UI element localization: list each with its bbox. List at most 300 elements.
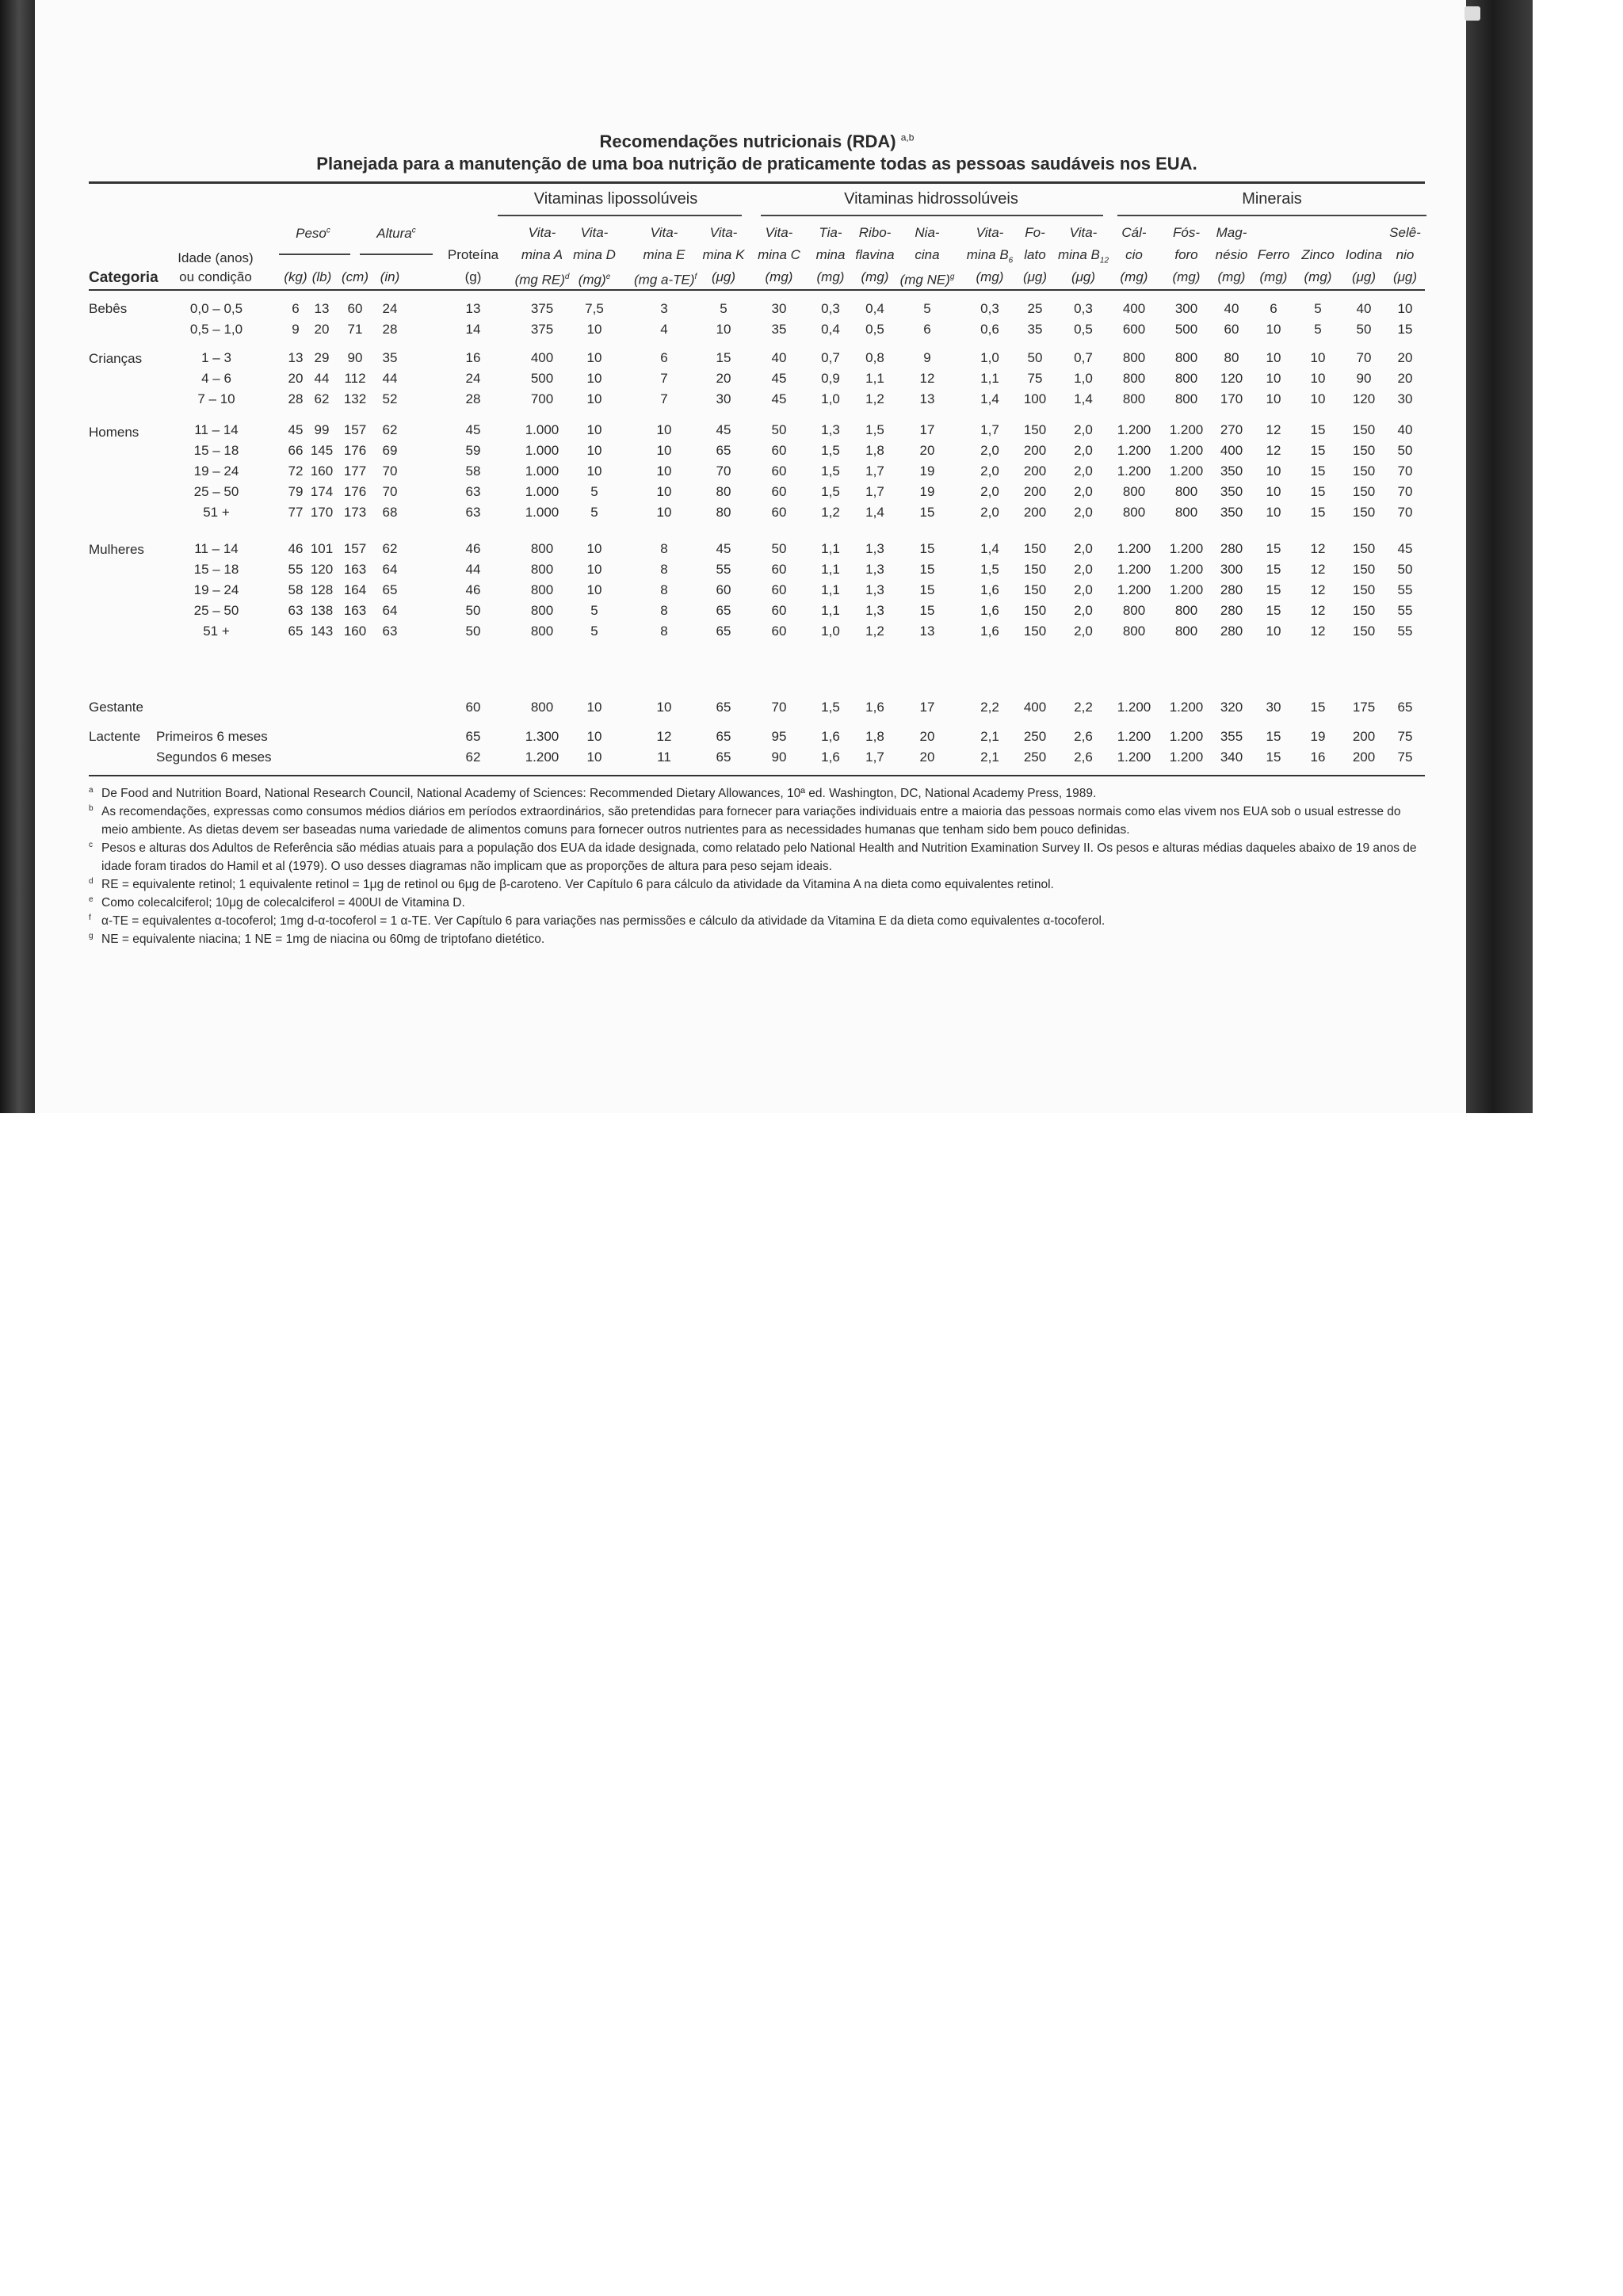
table-cell: 2,0 bbox=[1074, 463, 1093, 479]
table-cell: 28 bbox=[382, 322, 398, 337]
table-cell: 350 bbox=[1220, 463, 1243, 479]
table-cell: 1.200 bbox=[1117, 729, 1151, 744]
table-cell: 16 bbox=[1310, 749, 1326, 765]
table-cell: 4 bbox=[660, 322, 668, 337]
table-cell: 1.000 bbox=[525, 505, 559, 520]
table-cell: 1.200 bbox=[1117, 562, 1151, 577]
header-in-line3: (in) bbox=[380, 269, 400, 284]
table-cell: 1,0 bbox=[821, 391, 840, 406]
header-vitc-line2: mina C bbox=[758, 247, 800, 262]
table-cell: 0,6 bbox=[980, 322, 999, 337]
table-cell: 150 bbox=[1352, 562, 1376, 577]
table-cell: 150 bbox=[1352, 443, 1376, 458]
table-cell: 6 bbox=[923, 322, 931, 337]
table-cell: 9 bbox=[292, 322, 300, 337]
table-cell: 10 bbox=[1310, 371, 1326, 386]
category-mulheres: Mulheres bbox=[89, 542, 144, 557]
group-rule-peso bbox=[279, 254, 350, 255]
table-cell: 30 bbox=[1266, 700, 1281, 715]
table-cell: 200 bbox=[1352, 749, 1376, 765]
table-cell: 2,0 bbox=[1074, 422, 1093, 437]
table-cell: 120 bbox=[1220, 371, 1243, 386]
table-cell: 800 bbox=[530, 700, 554, 715]
table-cell: 280 bbox=[1220, 541, 1243, 556]
table-cell: 1,7 bbox=[865, 463, 884, 479]
table-cell: 170 bbox=[310, 505, 334, 520]
table-cell: 1,6 bbox=[821, 729, 840, 744]
table-cell: 1,7 bbox=[865, 749, 884, 765]
table-title: Recomendações nutricionais (RDA) $^{a,b}$ bbox=[599, 132, 915, 151]
table-cell: 9 bbox=[923, 350, 931, 365]
table-cell: 800 bbox=[1174, 371, 1198, 386]
table-cell: 65 bbox=[716, 700, 731, 715]
table-cell: 128 bbox=[310, 582, 334, 597]
header-prot-line3: (g) bbox=[464, 269, 482, 284]
table-cell: 2,1 bbox=[980, 749, 999, 765]
footnote-f bbox=[89, 912, 1428, 930]
header-vitc-line3: (mg) bbox=[765, 269, 793, 284]
table-cell: 28 bbox=[288, 391, 304, 406]
table-cell: 1.200 bbox=[1117, 443, 1151, 458]
table-cell: 64 bbox=[382, 562, 398, 577]
table-cell: 2,0 bbox=[1074, 443, 1093, 458]
top-rule bbox=[89, 181, 1425, 184]
table-cell: 60 bbox=[771, 443, 787, 458]
header-lb-line3: (lb) bbox=[311, 269, 332, 284]
table-cell: 1.000 bbox=[525, 422, 559, 437]
table-cell: 150 bbox=[1352, 422, 1376, 437]
table-cell: 10 bbox=[586, 322, 602, 337]
table-cell: 46 bbox=[465, 582, 481, 597]
footnote-text: α-TE = equivalentes α-tocoferol; 1mg d-α-tocoferol = 1 α-TE. Ver Capítulo 6 para variações nas permissões e cálculo da atividade da Vitamina E da dieta como equivalentes α-tocoferol. bbox=[101, 914, 1106, 928]
table-cell: 50 bbox=[1397, 443, 1413, 458]
table-cell: 400 bbox=[1122, 301, 1146, 316]
table-cell: 15 bbox=[919, 582, 935, 597]
row-label: 19 – 24 bbox=[193, 582, 239, 597]
table-cell: 150 bbox=[1023, 582, 1047, 597]
table-cell: 55 bbox=[716, 562, 731, 577]
table-cell: 29 bbox=[314, 350, 330, 365]
table-cell: 132 bbox=[343, 391, 367, 406]
header-vite-line1: Vita- bbox=[650, 225, 678, 240]
table-cell: 5 bbox=[590, 624, 598, 639]
footnote-mark: c bbox=[89, 841, 93, 849]
table-cell: 15 bbox=[919, 603, 935, 618]
table-cell: 280 bbox=[1220, 603, 1243, 618]
table-cell: 1,3 bbox=[865, 582, 884, 597]
table-bottom-rule bbox=[89, 775, 1425, 776]
table-cell: 5 bbox=[923, 301, 931, 316]
header-vitk-line3: (μg) bbox=[711, 269, 736, 284]
table-cell: 1,7 bbox=[865, 484, 884, 499]
table-cell: 13 bbox=[288, 350, 304, 365]
table-cell: 60 bbox=[771, 624, 787, 639]
table-cell: 170 bbox=[1220, 391, 1243, 406]
table-cell: 10 bbox=[1397, 301, 1413, 316]
table-cell: 0,5 bbox=[865, 322, 884, 337]
table-cell: 10 bbox=[656, 505, 672, 520]
table-cell: 75 bbox=[1027, 371, 1043, 386]
table-cell: 163 bbox=[343, 603, 367, 618]
table-cell: 10 bbox=[586, 463, 602, 479]
table-cell: 1,1 bbox=[821, 603, 840, 618]
table-cell: 1,5 bbox=[821, 700, 840, 715]
table-cell: 150 bbox=[1023, 562, 1047, 577]
table-cell: 1,2 bbox=[821, 505, 840, 520]
table-cell: 90 bbox=[347, 350, 363, 365]
table-cell: 150 bbox=[1352, 603, 1376, 618]
row-label: 1 – 3 bbox=[201, 350, 231, 365]
table-cell: 800 bbox=[1122, 624, 1146, 639]
table-cell: 0,4 bbox=[865, 301, 884, 316]
table-cell: 10 bbox=[1266, 624, 1281, 639]
table-cell: 70 bbox=[382, 484, 398, 499]
table-cell: 15 bbox=[919, 541, 935, 556]
table-cell: 112 bbox=[344, 371, 366, 386]
table-cell: 1,4 bbox=[865, 505, 884, 520]
table-cell: 101 bbox=[310, 541, 334, 556]
table-cell: 30 bbox=[716, 391, 731, 406]
table-cell: 10 bbox=[586, 443, 602, 458]
table-cell: 10 bbox=[586, 422, 602, 437]
table-cell: 1,6 bbox=[980, 624, 999, 639]
table-cell: 1.200 bbox=[1169, 582, 1204, 597]
row-label: Segundos 6 meses bbox=[156, 749, 272, 765]
table-cell: 80 bbox=[1224, 350, 1239, 365]
table-cell: 10 bbox=[656, 422, 672, 437]
header-kg-line3: (kg) bbox=[284, 269, 307, 284]
table-cell: 300 bbox=[1220, 562, 1243, 577]
table-cell: 65 bbox=[716, 729, 731, 744]
table-cell: 1.200 bbox=[1117, 422, 1151, 437]
table-cell: 800 bbox=[1174, 603, 1198, 618]
table-cell: 176 bbox=[343, 443, 367, 458]
table-cell: 10 bbox=[1266, 371, 1281, 386]
table-cell: 60 bbox=[347, 301, 363, 316]
table-cell: 5 bbox=[590, 484, 598, 499]
table-cell: 28 bbox=[465, 391, 481, 406]
table-cell: 145 bbox=[310, 443, 334, 458]
table-cell: 19 bbox=[919, 463, 935, 479]
table-cell: 10 bbox=[1310, 350, 1326, 365]
table-cell: 375 bbox=[530, 301, 554, 316]
header-fer-line2: Ferro bbox=[1257, 247, 1290, 262]
table-cell: 280 bbox=[1220, 582, 1243, 597]
table-cell: 68 bbox=[382, 505, 398, 520]
row-label: 51 + bbox=[203, 505, 230, 520]
header-bottom-rule bbox=[89, 289, 1425, 291]
table-cell: 63 bbox=[288, 603, 304, 618]
header-b12-line3: (μg) bbox=[1071, 269, 1096, 284]
table-cell: 800 bbox=[1174, 350, 1198, 365]
footnote-text: RE = equivalente retinol; 1 equivalente retinol = 1μg de retinol ou 6μg de β-caroteno. Ver Capítulo 6 para cálculo da atividade da Vitamina A na dieta como equivalentes retinol. bbox=[101, 878, 1054, 891]
table-cell: 10 bbox=[1266, 391, 1281, 406]
table-cell: 157 bbox=[343, 541, 367, 556]
table-cell: 1,3 bbox=[865, 603, 884, 618]
header-vitc-line1: Vita- bbox=[765, 225, 793, 240]
table-cell: 13 bbox=[919, 624, 935, 639]
table-cell: 1,3 bbox=[865, 541, 884, 556]
table-cell: 1.200 bbox=[1117, 700, 1151, 715]
table-cell: 0,5 bbox=[1074, 322, 1093, 337]
table-cell: 15 bbox=[716, 350, 731, 365]
footnote-e bbox=[89, 894, 1428, 912]
footnote-text: NE = equivalente niacina; 1 NE = 1mg de niacina ou 60mg de triptofano dietético. bbox=[101, 933, 545, 946]
header-mag-line3: (mg) bbox=[1217, 269, 1246, 284]
table-cell: 8 bbox=[660, 603, 668, 618]
header-tia-line2: mina bbox=[815, 247, 846, 262]
table-cell: 1,6 bbox=[865, 700, 884, 715]
group-rule-lipo bbox=[498, 215, 742, 216]
table-cell: 10 bbox=[586, 582, 602, 597]
table-cell: 150 bbox=[1352, 505, 1376, 520]
category-bebes: Bebês bbox=[89, 301, 128, 316]
table-cell: 200 bbox=[1023, 443, 1047, 458]
header-b6-line3: (mg) bbox=[976, 269, 1004, 284]
table-cell: 60 bbox=[771, 603, 787, 618]
table-cell: 400 bbox=[530, 350, 554, 365]
table-cell: 40 bbox=[1224, 301, 1239, 316]
table-cell: 250 bbox=[1023, 729, 1047, 744]
table-row bbox=[0, 560, 1623, 579]
table-cell: 1,5 bbox=[821, 443, 840, 458]
table-cell: 1.300 bbox=[525, 729, 559, 744]
table-cell: 50 bbox=[1027, 350, 1043, 365]
table-cell: 15 bbox=[1310, 463, 1326, 479]
table-cell: 15 bbox=[919, 505, 935, 520]
table-cell: 5 bbox=[590, 603, 598, 618]
table-cell: 10 bbox=[1310, 391, 1326, 406]
header-vita-line3: (mg RE)$^d$ bbox=[514, 272, 570, 288]
table-cell: 17 bbox=[919, 422, 935, 437]
table-cell: 65 bbox=[716, 443, 731, 458]
table-cell: 1,0 bbox=[980, 350, 999, 365]
footnote-d bbox=[89, 875, 1428, 894]
table-cell: 1,1 bbox=[821, 562, 840, 577]
header-fos-line1: Fós- bbox=[1173, 225, 1200, 240]
table-cell: 250 bbox=[1023, 749, 1047, 765]
header-nia-line2: cina bbox=[915, 247, 940, 262]
row-label: 15 – 18 bbox=[193, 562, 239, 577]
table-cell: 1,0 bbox=[1074, 371, 1093, 386]
header-fer-line3: (mg) bbox=[1259, 269, 1288, 284]
table-cell: 15 bbox=[1266, 541, 1281, 556]
table-cell: 70 bbox=[1356, 350, 1372, 365]
table-cell: 15 bbox=[1310, 422, 1326, 437]
table-cell: 62 bbox=[382, 422, 398, 437]
header-ribo-line3: (mg) bbox=[861, 269, 889, 284]
table-cell: 45 bbox=[288, 422, 304, 437]
table-row bbox=[0, 748, 1623, 767]
table-cell: 120 bbox=[310, 562, 334, 577]
table-cell: 100 bbox=[1023, 391, 1047, 406]
table-cell: 1.200 bbox=[1169, 443, 1204, 458]
table-cell: 6 bbox=[1270, 301, 1277, 316]
row-label: 7 – 10 bbox=[197, 391, 235, 406]
table-cell: 10 bbox=[586, 391, 602, 406]
header-vita-line1: Vita- bbox=[528, 225, 556, 240]
header-zin-line3: (mg) bbox=[1304, 269, 1332, 284]
header-vite-line2: mina E bbox=[643, 247, 685, 262]
table-cell: 0,3 bbox=[821, 301, 840, 316]
header-mag-line2: nésio bbox=[1215, 247, 1248, 262]
table-cell: 7 bbox=[660, 391, 668, 406]
table-cell: 45 bbox=[716, 422, 731, 437]
table-cell: 70 bbox=[1397, 463, 1413, 479]
table-cell: 55 bbox=[1397, 603, 1413, 618]
table-cell: 79 bbox=[288, 484, 304, 499]
table-cell: 1,5 bbox=[865, 422, 884, 437]
table-cell: 80 bbox=[716, 505, 731, 520]
table-cell: 5 bbox=[720, 301, 727, 316]
table-cell: 20 bbox=[1397, 371, 1413, 386]
table-cell: 70 bbox=[716, 463, 731, 479]
table-row bbox=[0, 390, 1623, 409]
table-cell: 8 bbox=[660, 562, 668, 577]
row-label: 11 – 14 bbox=[194, 541, 239, 556]
table-cell: 6 bbox=[660, 350, 668, 365]
header-fos-line3: (mg) bbox=[1172, 269, 1201, 284]
table-cell: 0,3 bbox=[1074, 301, 1093, 316]
table-cell: 1,7 bbox=[980, 422, 999, 437]
table-cell: 10 bbox=[656, 443, 672, 458]
table-cell: 65 bbox=[465, 729, 481, 744]
table-cell: 99 bbox=[314, 422, 330, 437]
table-cell: 1,5 bbox=[821, 484, 840, 499]
table-cell: 63 bbox=[465, 484, 481, 499]
group-rule-hidro bbox=[761, 215, 1103, 216]
table-cell: 45 bbox=[771, 371, 787, 386]
table-row bbox=[0, 622, 1623, 641]
group-rule-minerais bbox=[1117, 215, 1426, 216]
header-ribo-line2: flavina bbox=[855, 247, 895, 262]
table-cell: 800 bbox=[530, 603, 554, 618]
header-cm-line3: (cm) bbox=[342, 269, 369, 284]
table-cell: 800 bbox=[1122, 505, 1146, 520]
row-label: 11 – 14 bbox=[194, 422, 239, 437]
category-homens: Homens bbox=[89, 425, 139, 440]
table-cell: 10 bbox=[1266, 505, 1281, 520]
table-cell: 35 bbox=[771, 322, 787, 337]
table-cell: 12 bbox=[1310, 603, 1326, 618]
footnote-b bbox=[89, 803, 1428, 839]
table-cell: 64 bbox=[382, 603, 398, 618]
table-cell: 60 bbox=[771, 484, 787, 499]
table-cell: 355 bbox=[1220, 729, 1243, 744]
table-cell: 69 bbox=[382, 443, 398, 458]
table-cell: 40 bbox=[771, 350, 787, 365]
table-cell: 5 bbox=[590, 505, 598, 520]
table-cell: 1.200 bbox=[1169, 700, 1204, 715]
table-cell: 800 bbox=[1122, 484, 1146, 499]
table-cell: 66 bbox=[288, 443, 304, 458]
header-cal-line2: cio bbox=[1125, 247, 1143, 262]
header-vite-line3: (mg a-TE)$^f$ bbox=[634, 272, 697, 288]
table-cell: 1.000 bbox=[525, 484, 559, 499]
table-cell: 1.000 bbox=[525, 463, 559, 479]
table-cell: 1.200 bbox=[1117, 541, 1151, 556]
table-cell: 2,0 bbox=[1074, 582, 1093, 597]
table-cell: 800 bbox=[530, 624, 554, 639]
row-label: Primeiros 6 meses bbox=[156, 729, 268, 744]
header-vitd-line3: (mg)$^e$ bbox=[578, 272, 611, 288]
table-cell: 14 bbox=[465, 322, 481, 337]
table-row bbox=[0, 441, 1623, 460]
table-cell: 15 bbox=[1266, 729, 1281, 744]
table-cell: 62 bbox=[465, 749, 481, 765]
table-cell: 1,6 bbox=[980, 582, 999, 597]
table-cell: 45 bbox=[1397, 541, 1413, 556]
table-cell: 8 bbox=[660, 582, 668, 597]
table-cell: 20 bbox=[919, 749, 935, 765]
header-tia-line1: Tia- bbox=[819, 225, 842, 240]
table-cell: 30 bbox=[1397, 391, 1413, 406]
table-cell: 65 bbox=[716, 624, 731, 639]
table-row bbox=[0, 462, 1623, 481]
table-cell: 44 bbox=[465, 562, 481, 577]
table-cell: 1.200 bbox=[1169, 463, 1204, 479]
table-cell: 173 bbox=[343, 505, 367, 520]
table-cell: 46 bbox=[288, 541, 304, 556]
table-cell: 12 bbox=[1310, 582, 1326, 597]
header-sel-line2: nio bbox=[1396, 247, 1415, 262]
header-nia-line3: (mg NE)$^g$ bbox=[899, 272, 955, 288]
table-cell: 375 bbox=[530, 322, 554, 337]
table-cell: 400 bbox=[1023, 700, 1047, 715]
row-label: 25 – 50 bbox=[193, 484, 239, 499]
table-cell: 1.200 bbox=[1117, 463, 1151, 479]
table-row bbox=[0, 581, 1623, 600]
table-cell: 150 bbox=[1023, 422, 1047, 437]
row-label: 4 – 6 bbox=[201, 371, 231, 386]
table-cell: 63 bbox=[465, 505, 481, 520]
header-ribo-line1: Ribo- bbox=[858, 225, 892, 240]
table-cell: 10 bbox=[1266, 484, 1281, 499]
table-row bbox=[0, 727, 1623, 746]
table-cell: 5 bbox=[1314, 301, 1322, 316]
table-cell: 0,7 bbox=[1074, 350, 1093, 365]
table-cell: 10 bbox=[586, 541, 602, 556]
table-cell: 1,5 bbox=[821, 463, 840, 479]
table-cell: 95 bbox=[771, 729, 787, 744]
table-cell: 1.200 bbox=[1117, 749, 1151, 765]
table-cell: 75 bbox=[1397, 749, 1413, 765]
table-cell: 10 bbox=[656, 463, 672, 479]
header-fol-line2: lato bbox=[1024, 247, 1046, 262]
table-row bbox=[0, 698, 1623, 717]
footnote-g bbox=[89, 930, 1428, 948]
table-cell: 24 bbox=[382, 301, 398, 316]
header-fos-line2: foro bbox=[1174, 247, 1198, 262]
header-b6-line2: mina $B_6$ bbox=[966, 247, 1014, 265]
table-cell: 1,1 bbox=[821, 541, 840, 556]
table-cell: 10 bbox=[586, 371, 602, 386]
header-mag-line1: Mag- bbox=[1216, 225, 1247, 240]
table-cell: 2,6 bbox=[1074, 749, 1093, 765]
table-row bbox=[0, 503, 1623, 522]
table-cell: 2,0 bbox=[980, 505, 999, 520]
table-cell: 50 bbox=[465, 603, 481, 618]
table-cell: 50 bbox=[771, 422, 787, 437]
header-sel-line3: (μg) bbox=[1392, 269, 1418, 284]
table-cell: 90 bbox=[1356, 371, 1372, 386]
table-cell: 65 bbox=[716, 603, 731, 618]
table-cell: 35 bbox=[1027, 322, 1043, 337]
table-cell: 800 bbox=[1122, 603, 1146, 618]
table-cell: 1.200 bbox=[1169, 541, 1204, 556]
group-altura: Altura$^c$ bbox=[376, 226, 416, 241]
table-cell: 200 bbox=[1352, 729, 1376, 744]
